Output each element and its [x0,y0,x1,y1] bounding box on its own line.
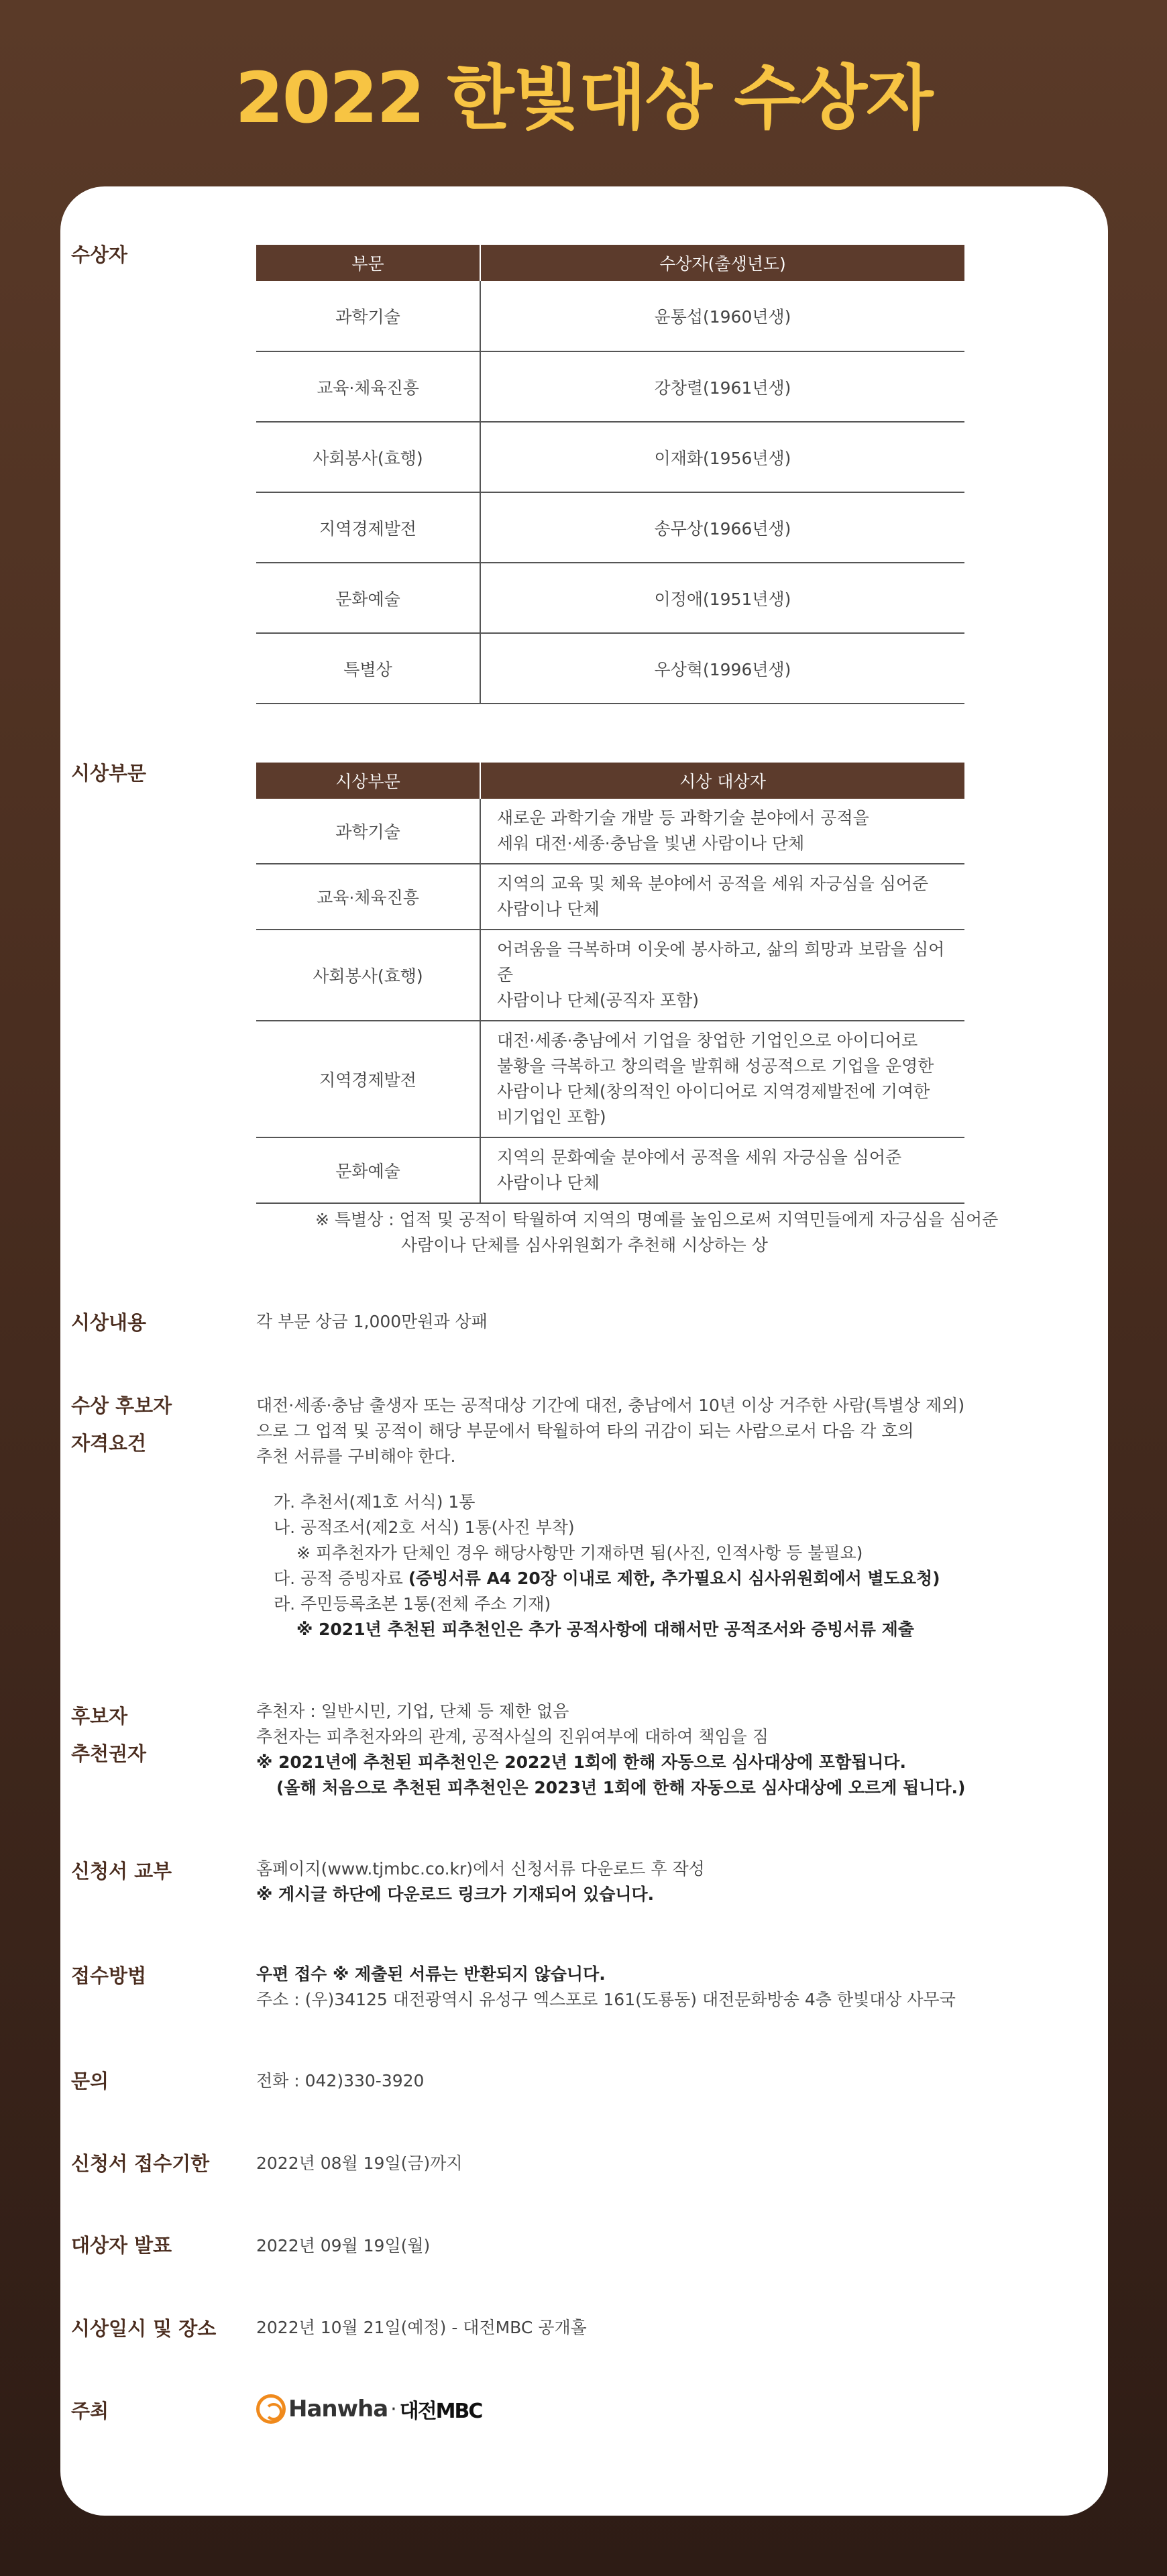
category-name: 지역경제발전 [256,1021,480,1137]
winners-header-category: 부문 [256,245,480,281]
eligibility-text [256,1393,994,1642]
winners-header-winner: 수상자(출생년도) [480,245,964,281]
host-label: 주최 [71,2400,109,2422]
text-line: 으로 그 업적 및 공적이 해당 부문에서 탁월하여 타의 귀감이 되는 사람으로서 다음 각 호의 [256,1421,914,1441]
text-line: 홈페이지(www.tjmbc.co.kr)에서 신청서류 다운로드 후 작성 [256,1859,705,1879]
category-description [480,1021,964,1137]
description-line: 지역의 교육 및 체육 분야에서 공적을 세워 자긍심을 심어준 [497,874,929,893]
submission-label: 접수방법 [71,1964,147,1987]
table-row [256,422,964,492]
winner-category: 사회봉사(효행) [256,422,480,492]
category-name: 교육·체육진흥 [256,864,480,930]
description-line: 새로운 과학기술 개발 등 과학기술 분야에서 공적을 [497,808,869,828]
winners-table [256,245,964,704]
text-line: 추천자 : 일반시민, 기업, 단체 등 제한 없음 [256,1701,569,1721]
doc-item-bold: (증빙서류 A4 20장 이내로 제한, 추가필요시 심사위원회에서 별도요청) [408,1569,940,1588]
description-line: 사람이나 단체(창의적인 아이디어로 지역경제발전에 기여한 [497,1082,930,1101]
table-row [256,799,964,864]
description-line: 비기업인 포함) [497,1107,606,1127]
winner-name: 윤통섭(1960년생) [480,281,964,351]
categories-table [256,763,964,1204]
announcement-label: 대상자 발표 [71,2234,172,2257]
category-description [480,864,964,930]
ceremony-text: 2022년 10월 21일(예정) - 대전MBC 공개홀 [256,2318,587,2337]
text-line: 추천 서류를 구비해야 한다. [256,1447,456,1466]
doc-note: ※ 피추천자가 단체인 경우 해당사항만 기재하면 됨(사진, 인적사항 등 불필요) [296,1543,863,1563]
contact-label: 문의 [71,2070,109,2092]
table-row [256,492,964,563]
text-line: 주소 : (우)34125 대전광역시 유성구 엑스포로 161(도룡동) 대전문화방송 4층 한빛대상 사무국 [256,1990,956,2009]
winner-name: 송무상(1966년생) [480,492,964,563]
text-line: (올해 처음으로 추천된 피추천인은 2023년 1회에 한해 자동으로 심사대상에 오르게 됩니다.) [276,1778,966,1797]
text-line: 대전·세종·충남 출생자 또는 공적대상 기간에 대전, 충남에서 10년 이상 거주한 사람(특별상 제외) [256,1396,965,1415]
description-line: 세워 대전·세종·충남을 빛낸 사람이나 단체 [497,834,805,853]
table-row [256,563,964,633]
hanwha-logo-icon [256,2394,286,2424]
category-description [480,930,964,1021]
deadline-text: 2022년 08월 19일(금)까지 [256,2153,463,2173]
winner-category: 교육·체육진흥 [256,351,480,422]
doc-item: 가. 추천서(제1호 서식) 1통 [274,1492,476,1512]
text-line: 우편 접수 ※ 제출된 서류는 반환되지 않습니다. [256,1964,606,1984]
recommender-label [71,1697,146,1773]
text-line: ※ 게시글 하단에 다운로드 링크가 기재되어 있습니다. [256,1885,655,1904]
contact-text: 전화 : 042)330-3920 [256,2071,425,2090]
winner-category: 특별상 [256,633,480,704]
application-text [256,1856,994,1907]
label-line: 추천권자 [71,1742,147,1765]
text-line: ※ 2021년에 추천된 피추천인은 2022년 1회에 한해 자동으로 심사대상에 포함됩니다. [256,1752,907,1772]
table-row [256,633,964,704]
doc-item: 라. 주민등록초본 1통(전체 주소 기재) [274,1594,551,1614]
recommender-text [256,1699,994,1801]
award-text: 각 부문 상금 1,000만원과 상패 [256,1312,488,1331]
deadline-label: 신청서 접수기한 [71,2152,210,2175]
ceremony-label: 시상일시 및 장소 [71,2317,217,2340]
winner-category: 과학기술 [256,281,480,351]
hanwha-logo-text: Hanwha [288,2396,388,2422]
description-line: 사람이나 단체 [497,1173,600,1192]
winners-label: 수상자 [71,243,128,266]
submission-text [256,1962,994,2013]
page-title: 2022 한빛대상 수상자 [235,57,932,139]
host-logo [256,2394,482,2424]
application-label: 신청서 교부 [71,1860,172,1883]
table-row [256,281,964,351]
table-row [256,930,964,1021]
description-line: 사람이나 단체 [497,899,600,919]
text-line: 추천자는 피추천자와의 관계, 공적사실의 진위여부에 대하여 책임을 짐 [256,1727,769,1746]
announcement-text: 2022년 09월 19일(월) [256,2236,431,2255]
description-line: 지역의 문화예술 분야에서 공적을 세워 자긍심을 심어준 [497,1147,902,1167]
winner-name: 이재화(1956년생) [480,422,964,492]
table-row [256,1137,964,1203]
categories-header-target: 시상 대상자 [480,763,964,799]
description-line: 사람이나 단체(공직자 포함) [497,991,700,1010]
description-line: 어려움을 극복하며 이웃에 봉사하고, 삶의 희망과 보람을 심어준 [497,940,945,985]
table-row [256,864,964,930]
daejeon-mbc-logo: 대전MBC [399,2400,482,2423]
note-line: 사람이나 단체를 심사위원회가 추천해 시상하는 상 [401,1235,768,1255]
label-line: 후보자 [71,1705,128,1728]
category-name: 사회봉사(효행) [256,930,480,1021]
doc-note: ※ 2021년 추천된 피추천인은 추가 공적사항에 대해서만 공적조서와 증빙서류 제출 [296,1620,914,1639]
category-name: 과학기술 [256,799,480,864]
eligibility-label [71,1387,172,1462]
categories-header-category: 시상부문 [256,763,480,799]
winner-name: 이정애(1951년생) [480,563,964,633]
description-line: 대전·세종·충남에서 기업을 창업한 기업인으로 아이디어로 [497,1031,918,1050]
winner-category: 문화예술 [256,563,480,633]
table-row [256,1021,964,1137]
winner-name: 우상혁(1996년생) [480,633,964,704]
winner-name: 강창렬(1961년생) [480,351,964,422]
special-award-note [315,1207,1053,1258]
category-name: 문화예술 [256,1137,480,1203]
description-line: 불황을 극복하고 창의력을 발휘해 성공적으로 기업을 운영한 [497,1056,934,1076]
doc-item [256,1566,994,1591]
note-line: ※ 특별상 : 업적 및 공적이 탁월하여 지역의 명예를 높임으로써 지역민들에게 자긍심을 심어준 [315,1210,999,1229]
label-line: 자격요건 [71,1432,147,1455]
doc-item: 나. 공적조서(제2호 서식) 1통(사진 부착) [274,1518,575,1537]
label-line: 수상 후보자 [71,1394,172,1417]
logo-separator: · [390,2397,397,2421]
winner-category: 지역경제발전 [256,492,480,563]
category-description [480,1137,964,1203]
table-row [256,351,964,422]
doc-item-text: 다. 공적 증빙자료 [274,1569,408,1588]
award-label: 시상내용 [71,1311,147,1334]
categories-label: 시상부문 [71,762,147,785]
category-description [480,799,964,864]
